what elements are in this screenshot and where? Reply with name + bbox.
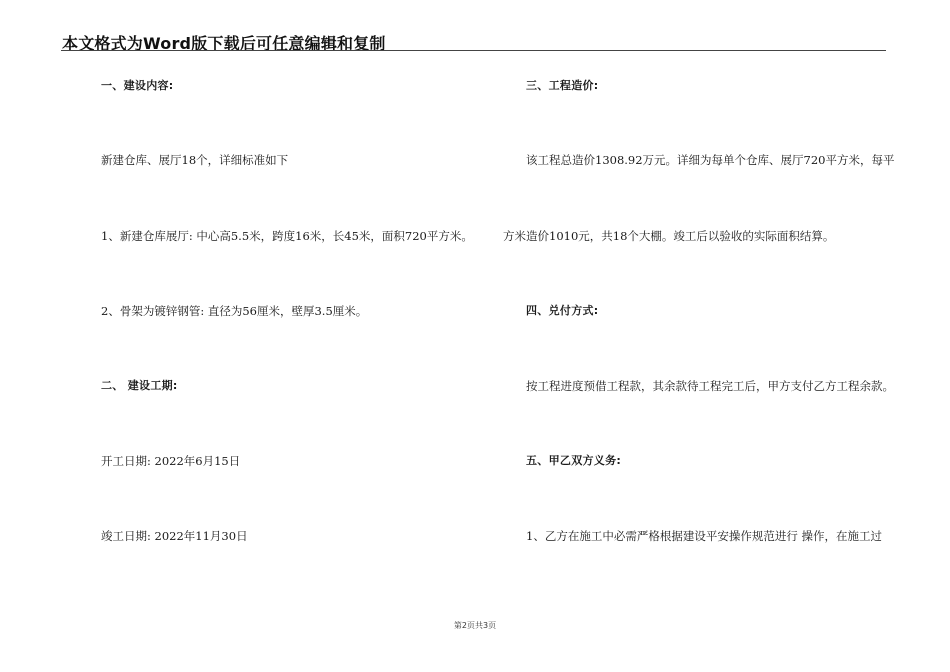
payment-line: 按工程进度预借工程款，其余款待工程完工后，甲方支付乙方工程余款。 — [526, 379, 894, 393]
section1-intro: 新建仓库、展厅18个，详细标准如下 — [101, 153, 289, 167]
cost-line-2: 方米造价1010元，共18个大棚。竣工后以验收的实际面积结算。 — [503, 229, 835, 243]
duty-line-1: 1、乙方在施工中必需严格根据建设平安操作规范进行 操作，在施工过 — [526, 529, 882, 543]
header-banner: 本文格式为Word版下载后可任意编辑和复制 — [62, 34, 386, 53]
section1-item2: 2、骨架为镀锌钢管: 直径为56厘米，壁厚3.5厘米。 — [101, 304, 368, 318]
end-date: 竣工日期: 2022年11月30日 — [101, 529, 248, 543]
section5-heading: 五、甲乙双方义务: — [526, 454, 622, 467]
section1-heading: 一、建设内容: — [101, 79, 174, 92]
page-number: 第2页共3页 — [453, 621, 497, 630]
section3-heading: 三、工程造价: — [526, 79, 599, 92]
header-divider — [61, 50, 886, 51]
section2-heading: 二、 建设工期: — [101, 379, 178, 392]
section4-heading: 四、兑付方式: — [526, 304, 599, 317]
section1-item1: 1、新建仓库展厅: 中心高5.5米，跨度16米，长45米，面积720平方米。 — [101, 229, 473, 243]
start-date: 开工日期: 2022年6月15日 — [101, 454, 241, 468]
cost-line-1: 该工程总造价1308.92万元。详细为每单个仓库、展厅720平方米，每平 — [526, 153, 895, 167]
